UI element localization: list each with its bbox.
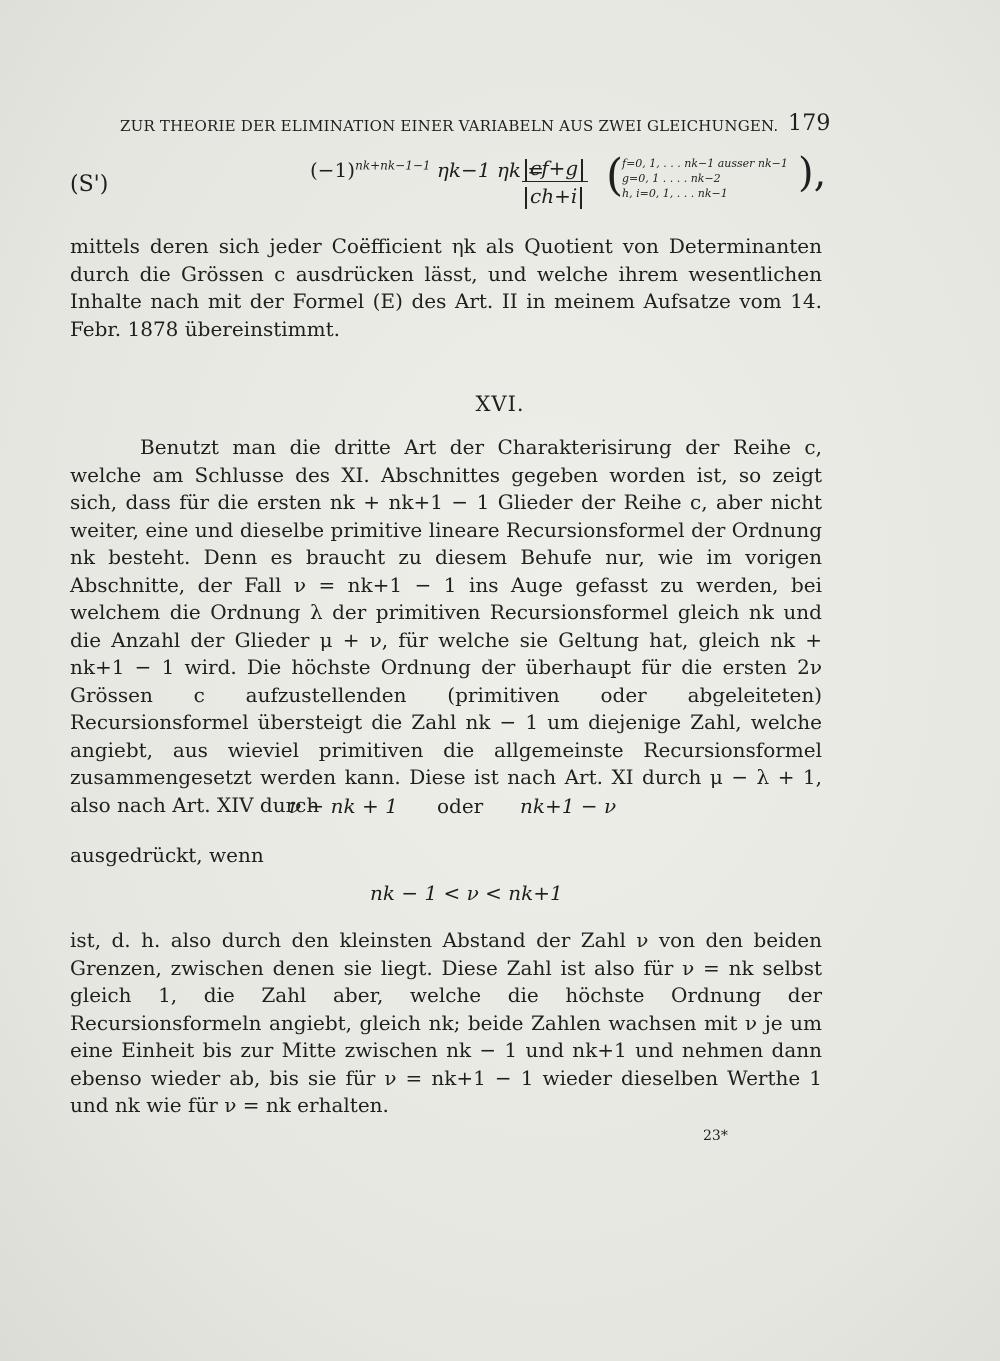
signature-mark: 23*: [703, 1128, 728, 1144]
page-number: 179: [788, 111, 831, 136]
display-formula-1-oder: oder: [437, 794, 484, 818]
index-conditions: [622, 156, 788, 201]
equation-label: (S'): [70, 172, 109, 197]
paragraph-4-text: ist, d. h. also durch den kleinsten Abstand der Zahl ν von den beiden Grenzen, zwischen denen sie liegt. Diese Zahl ist also für ν = nk selbst gleich 1, die Zahl aber, welche die höchste Ordnung der Recursionsformeln angiebt, gleich nk; beide Zahlen wachsen mit ν je um eine Einheit bis zur Mitte zwischen nk − 1 und nk+1 und nehmen dann ebenso wieder ab, bis sie für ν = nk+1 − 1 wieder dieselben Werthe 1 und nk wie für ν = nk erhalten.: [70, 928, 822, 1117]
paragraph-3: [70, 842, 822, 870]
index-condition-f: f=0, 1, . . . nk−1 ausser nk−1: [622, 157, 788, 170]
paragraph-4: [70, 927, 822, 1120]
section-heading: XVI.: [475, 392, 525, 416]
equation-lhs-exponent: nk+nk−1−1: [355, 158, 431, 173]
paragraph-2: [70, 434, 822, 819]
determinant-denominator: ch+i: [522, 184, 585, 209]
fraction-line: [522, 181, 588, 182]
index-condition-g: g=0, 1 . . . . nk−2: [622, 172, 721, 185]
paragraph-1: [70, 233, 822, 343]
equation-lhs: (−1): [310, 158, 356, 182]
display-formula-1-left: ν − nk + 1: [289, 794, 398, 818]
open-paren: (: [606, 150, 624, 201]
equation-s-prime: [310, 150, 827, 208]
equation-lhs-rest: ηk−1 ηk =: [436, 158, 545, 182]
paragraph-1-text: mittels deren sich jeder Coëfficient ηk als Quotient von Determinanten durch die Grössen c ausdrücken lässt, und welche ihrem wesentlichen Inhalte nach mit der Formel (E) des Art. II in meinem Aufsatze vom 14. Febr. 1878 übereinstimmt.: [70, 234, 822, 341]
display-formula-1-right: nk+1 − ν: [520, 794, 617, 818]
paragraph-3-text: ausgedrückt, wenn: [70, 843, 264, 867]
close-paren-comma: ),: [798, 150, 827, 196]
header-title: ZUR THEORIE DER ELIMINATION EINER VARIABELN AUS ZWEI GLEICHUNGEN.: [120, 117, 779, 135]
determinant-numerator: cf+g: [522, 156, 586, 181]
display-formula-2: nk − 1 < ν < nk+1: [370, 881, 563, 905]
paragraph-2-text: Benutzt man die dritte Art der Charakterisirung der Reihe c, welche am Schlusse des XI. Abschnittes gegeben worden ist, so zeigt sich, dass für die ersten nk + nk+1 − 1 Glieder der Reihe c, aber nicht weiter, eine und dieselbe primitive lineare Recursionsformel der Ordnung nk besteht. Denn es braucht zu diesem Behufe nur, wie im vorigen Abschnitte, der Fall ν = nk+1 − 1 ins Auge gefasst zu werden, bei welchem die Ordnung λ der primitiven Recursionsformel gleich nk und die Anzahl der Glieder μ + ν, für welche sie Geltung hat, gleich nk + nk+1 − 1 wird. Die höchste Ordnung der überhaupt für die ersten 2ν Grössen c aufzustellenden (primitiven oder abgeleiteten) Recursionsformel übersteigt die Zahl nk − 1 um diejenige Zahl, welche angiebt, aus wieviel primitiven die allgemeinste Recursionsformel zusammengesetzt werden kann. Diese ist nach Art. XI durch μ − λ + 1, also nach Art. XIV durch: [70, 435, 822, 817]
index-condition-hi: h, i=0, 1, . . . nk−1: [622, 187, 728, 200]
